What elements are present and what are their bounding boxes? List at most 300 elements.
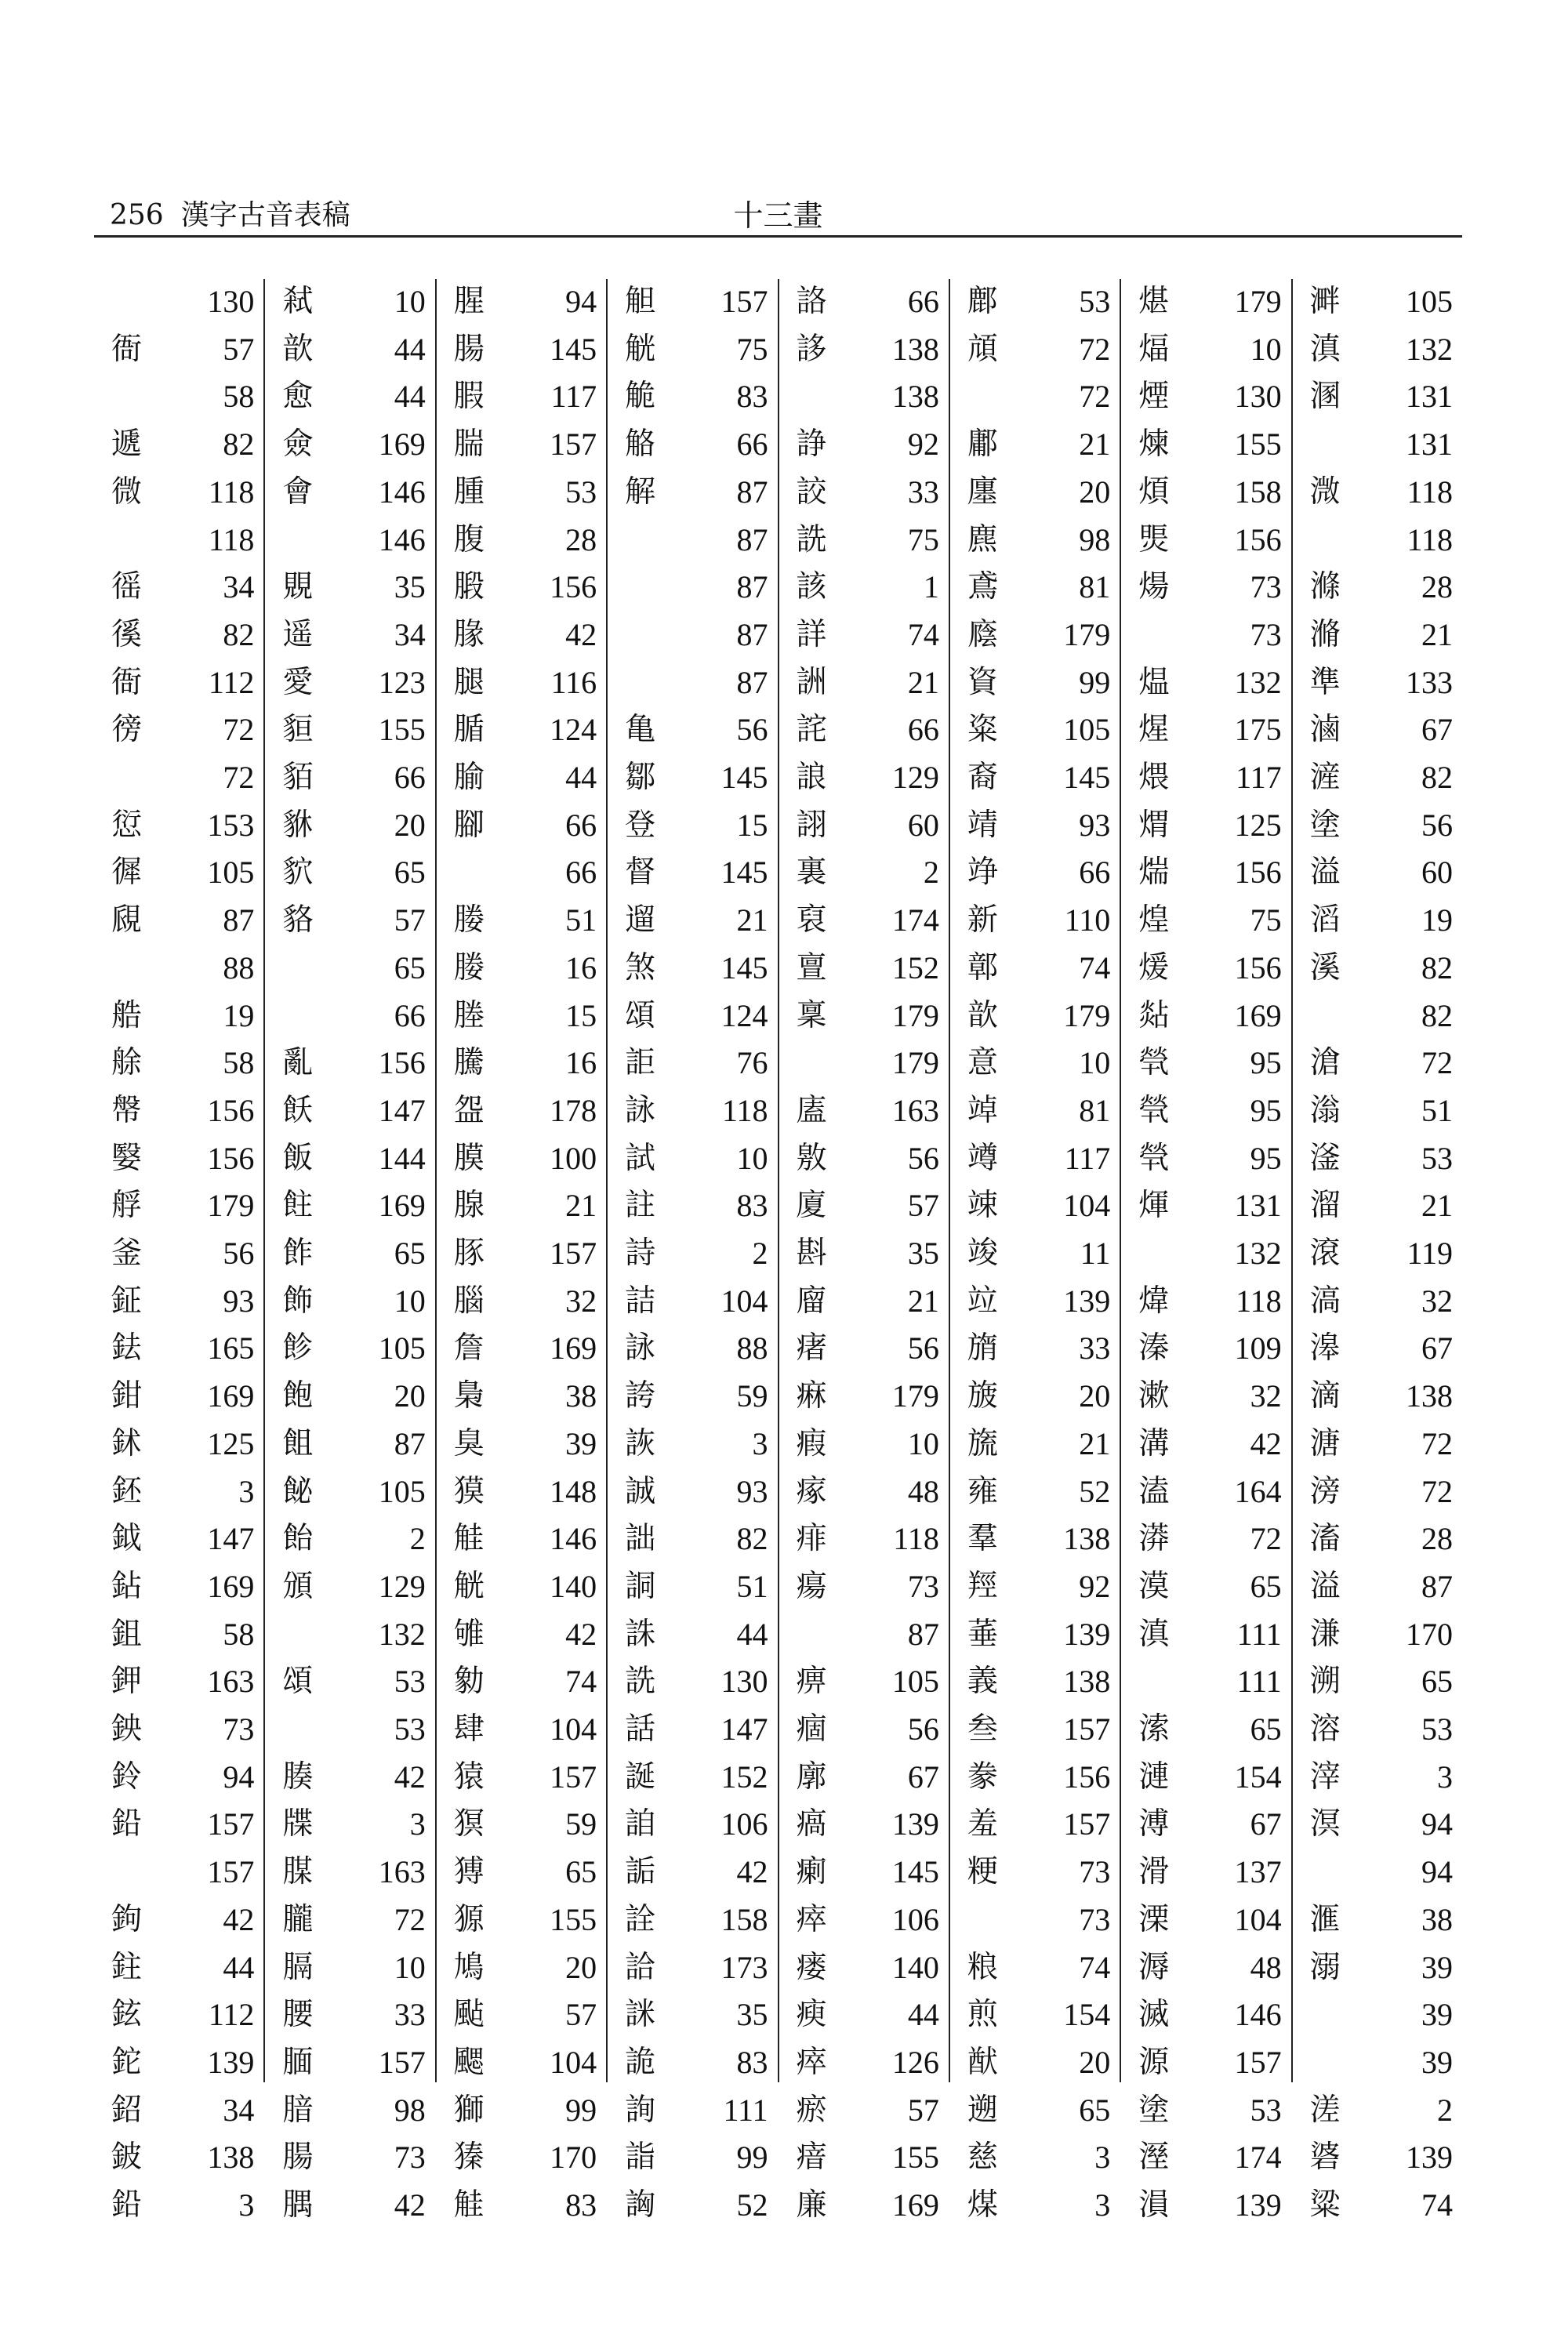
entry-character: 痹 — [796, 1664, 827, 1700]
index-entry — [1293, 850, 1462, 895]
entry-character: 誠 — [625, 1473, 656, 1509]
index-entry — [265, 850, 434, 895]
entry-character: 腸 — [282, 2140, 314, 2176]
entry-character: 溿 — [1309, 284, 1341, 319]
entry-page-number: 44 — [223, 1949, 255, 1985]
index-entry — [1121, 374, 1290, 419]
index-entry — [608, 1088, 777, 1134]
index-entry — [1293, 1183, 1462, 1229]
index-entry — [1293, 1755, 1462, 1800]
entry-page-number: 87 — [736, 569, 768, 605]
index-entry — [437, 1279, 606, 1324]
index-entry — [1293, 660, 1462, 706]
entry-page-number: 66 — [394, 997, 426, 1033]
entry-page-number: 28 — [1421, 569, 1453, 605]
entry-character: 猿 — [453, 1759, 485, 1795]
entry-character: 溷 — [1309, 379, 1341, 415]
index-entry — [94, 1326, 263, 1371]
entry-page-number: 138 — [1063, 1521, 1111, 1557]
index-entry — [1121, 946, 1290, 991]
entry-page-number: 20 — [565, 1949, 597, 1985]
entry-page-number: 72 — [394, 1901, 426, 1937]
entry-page-number: 130 — [1234, 379, 1282, 415]
entry-page-number: 58 — [223, 379, 255, 415]
index-entry — [94, 1040, 263, 1086]
index-column — [949, 279, 1120, 2223]
entry-character: 煢 — [1138, 1140, 1170, 1176]
entry-page-number: 72 — [223, 760, 255, 795]
entry-page-number: 165 — [207, 1330, 255, 1367]
entry-character: 腫 — [453, 474, 485, 510]
entry-page-number: 83 — [736, 2044, 768, 2080]
index-entry — [1121, 1897, 1290, 1943]
index-entry — [950, 1040, 1120, 1086]
index-entry — [608, 1279, 777, 1324]
index-entry — [950, 1231, 1120, 1276]
entry-character: 煁 — [1138, 284, 1170, 319]
index-entry — [1293, 1802, 1462, 1847]
entry-page-number: 94 — [223, 1759, 255, 1795]
entry-character: 溥 — [1138, 1806, 1170, 1842]
entry-character: 貅 — [282, 807, 314, 843]
entry-character: 溳 — [1138, 2187, 1170, 2223]
entry-page-number: 87 — [736, 616, 768, 652]
index-entry — [608, 1136, 777, 1181]
entry-page-number: 53 — [565, 474, 597, 510]
index-entry — [779, 1755, 949, 1800]
entry-page-number: 132 — [1234, 1236, 1282, 1271]
index-entry — [1293, 1040, 1462, 1086]
entry-page-number: 118 — [1236, 1283, 1282, 1319]
entry-page-number: 131 — [1406, 426, 1453, 463]
entry-page-number: 119 — [1406, 1236, 1453, 1271]
entry-character: 亶 — [796, 949, 827, 985]
index-entry — [265, 1469, 434, 1515]
index-entry — [94, 2183, 263, 2228]
entry-page-number: 93 — [223, 1283, 255, 1319]
entry-page-number: 56 — [736, 712, 768, 748]
entry-character: 滇 — [1138, 1616, 1170, 1652]
index-column — [778, 279, 949, 2223]
index-entry — [94, 1136, 263, 1181]
entry-character: 試 — [625, 1140, 656, 1176]
entry-character: 誏 — [796, 760, 827, 795]
entry-page-number: 99 — [565, 2092, 597, 2128]
index-entry — [608, 470, 777, 515]
index-entry — [437, 1136, 606, 1181]
index-entry — [950, 1897, 1120, 1943]
entry-page-number: 39 — [1421, 1997, 1453, 2033]
entry-character: 嫛 — [111, 1140, 143, 1176]
entry-character: 詘 — [625, 1521, 656, 1557]
entry-character: 瘖 — [796, 2140, 827, 2176]
entry-page-number: 131 — [1234, 1188, 1282, 1224]
entry-character: 瘏 — [796, 1330, 827, 1367]
entry-character: 詹 — [453, 1330, 485, 1367]
entry-character: 詰 — [625, 1283, 656, 1319]
entry-page-number: 2 — [923, 855, 939, 891]
entry-page-number: 10 — [394, 1283, 426, 1319]
entry-page-number: 44 — [907, 1997, 939, 2033]
entry-character: 鳶 — [967, 569, 998, 605]
index-entry — [779, 2183, 949, 2228]
entry-character: 溹 — [1138, 1711, 1170, 1747]
entry-page-number: 74 — [907, 616, 939, 652]
entry-page-number: 73 — [1250, 616, 1282, 652]
index-entry — [94, 517, 263, 563]
entry-character: 溯 — [1309, 1664, 1341, 1700]
entry-character: 煢 — [1138, 1045, 1170, 1081]
entry-character: 觤 — [625, 379, 656, 415]
index-entry — [1293, 279, 1462, 325]
entry-page-number: 10 — [394, 284, 426, 319]
index-entry — [779, 1326, 949, 1371]
entry-page-number: 39 — [1421, 2044, 1453, 2080]
index-entry — [1121, 898, 1290, 943]
entry-page-number: 65 — [1250, 1711, 1282, 1747]
entry-character: 竝 — [967, 1283, 998, 1319]
entry-page-number: 20 — [394, 807, 426, 843]
entry-character: 塍 — [453, 997, 485, 1033]
index-entry — [1293, 1088, 1462, 1134]
entry-page-number: 15 — [565, 997, 597, 1033]
entry-page-number: 99 — [736, 2140, 768, 2176]
entry-character: 猷 — [967, 2044, 998, 2080]
entry-character: 詯 — [625, 1806, 656, 1842]
index-entry — [265, 1802, 434, 1847]
entry-character: 塗 — [1309, 807, 1341, 843]
index-entry — [94, 1612, 263, 1657]
index-entry — [437, 850, 606, 895]
index-entry — [608, 2183, 777, 2228]
index-entry — [265, 1279, 434, 1324]
entry-character: 貁 — [282, 855, 314, 891]
entry-character: 飵 — [282, 1236, 314, 1271]
entry-character: 觛 — [625, 284, 656, 319]
entry-page-number: 145 — [1063, 760, 1111, 795]
index-entry — [1121, 1659, 1290, 1704]
entry-page-number: 56 — [907, 1711, 939, 1747]
entry-page-number: 169 — [207, 1568, 255, 1604]
index-entry — [1121, 517, 1290, 563]
entry-page-number: 82 — [223, 616, 255, 652]
entry-page-number: 117 — [1236, 760, 1282, 795]
entry-page-number: 88 — [223, 949, 255, 985]
entry-page-number: 39 — [1421, 1949, 1453, 1985]
index-entry — [94, 1516, 263, 1562]
entry-character: 廅 — [796, 1092, 827, 1128]
entry-page-number: 139 — [891, 1806, 939, 1842]
entry-page-number: 109 — [1234, 1330, 1282, 1367]
index-entry — [265, 2135, 434, 2180]
entry-character: 腦 — [453, 1283, 485, 1319]
entry-character: 溧 — [1138, 1901, 1170, 1937]
entry-page-number: 73 — [1250, 569, 1282, 605]
entry-page-number: 44 — [736, 1616, 768, 1652]
entry-page-number: 2 — [409, 1521, 426, 1557]
index-entry — [608, 1755, 777, 1800]
entry-character: 註 — [625, 1188, 656, 1224]
entry-character: 溘 — [1138, 1473, 1170, 1509]
entry-character: 鉛 — [111, 2187, 143, 2223]
entry-character: 誅 — [625, 1616, 656, 1652]
entry-character: 廇 — [796, 1283, 827, 1319]
index-entry — [1293, 1136, 1462, 1181]
index-entry — [94, 707, 263, 753]
index-entry — [1121, 2040, 1290, 2085]
entry-character: 豚 — [453, 1236, 485, 1271]
entry-character: 貆 — [282, 712, 314, 748]
index-entry — [265, 564, 434, 610]
entry-page-number: 42 — [223, 1901, 255, 1937]
index-entry — [94, 946, 263, 991]
entry-page-number: 132 — [1234, 664, 1282, 700]
entry-character: 痱 — [796, 1521, 827, 1557]
entry-character: 徬 — [111, 712, 143, 748]
index-entry — [1293, 1849, 1462, 1895]
index-entry — [265, 660, 434, 706]
entry-character: 觟 — [453, 2187, 485, 2223]
entry-page-number: 48 — [907, 1473, 939, 1509]
entry-page-number: 65 — [1250, 1568, 1282, 1604]
index-entry — [437, 1802, 606, 1847]
index-entry — [950, 850, 1120, 895]
entry-character: 詶 — [796, 664, 827, 700]
index-entry — [437, 374, 606, 419]
entry-page-number: 152 — [891, 949, 939, 985]
index-column — [1291, 279, 1462, 2223]
entry-character: 鉟 — [111, 1473, 143, 1509]
index-entry — [779, 1421, 949, 1467]
entry-page-number: 3 — [1094, 2140, 1111, 2176]
entry-page-number: 179 — [891, 1378, 939, 1414]
index-entry — [437, 946, 606, 991]
index-entry — [265, 1992, 434, 2038]
index-entry — [608, 1612, 777, 1657]
index-entry — [1293, 1564, 1462, 1610]
entry-character: 鉉 — [111, 1997, 143, 2033]
entry-page-number: 38 — [565, 1378, 597, 1414]
entry-character: 腸 — [453, 331, 485, 367]
entry-page-number: 106 — [720, 1806, 768, 1842]
entry-character: 詻 — [796, 284, 827, 319]
entry-page-number: 156 — [1234, 949, 1282, 985]
entry-character: 溝 — [1138, 1425, 1170, 1461]
entry-character: 煟 — [1138, 807, 1170, 843]
entry-character: 鉆 — [111, 1568, 143, 1604]
entry-page-number: 58 — [223, 1616, 255, 1652]
entry-page-number: 19 — [1421, 902, 1453, 938]
index-entry — [437, 1612, 606, 1657]
entry-character: 瘁 — [796, 1901, 827, 1937]
index-entry — [265, 1897, 434, 1943]
entry-character: 雊 — [453, 1616, 485, 1652]
entry-page-number: 83 — [736, 379, 768, 415]
entry-page-number: 42 — [736, 1854, 768, 1890]
entry-character: 遥 — [282, 616, 314, 652]
index-entry — [779, 1136, 949, 1181]
entry-page-number: 93 — [1079, 807, 1111, 843]
entry-character: 腼 — [282, 2044, 314, 2080]
entry-page-number: 66 — [907, 712, 939, 748]
index-entry — [1293, 327, 1462, 372]
entry-page-number: 35 — [907, 1236, 939, 1271]
entry-page-number: 66 — [907, 284, 939, 319]
index-entry — [950, 2088, 1120, 2133]
index-entry — [265, 327, 434, 372]
entry-character: 徭 — [111, 569, 143, 605]
index-entry — [608, 612, 777, 658]
index-entry — [950, 1564, 1120, 1610]
entry-character: 徯 — [111, 616, 143, 652]
entry-character: 滌 — [1309, 569, 1341, 605]
entry-character: 竴 — [967, 1140, 998, 1176]
index-entry — [1293, 1659, 1462, 1704]
entry-character: 滂 — [1309, 1473, 1341, 1509]
entry-character: 旓 — [967, 1330, 998, 1367]
index-entry — [608, 1374, 777, 1419]
entry-page-number: 139 — [1406, 2140, 1453, 2176]
entry-character: 飫 — [282, 1092, 314, 1128]
index-entry — [608, 898, 777, 943]
entry-page-number: 104 — [550, 1711, 597, 1747]
entry-page-number: 53 — [1421, 1140, 1453, 1176]
entry-character: 詼 — [625, 1425, 656, 1461]
entry-page-number: 66 — [1079, 855, 1111, 891]
entry-page-number: 157 — [550, 1236, 597, 1271]
entry-page-number: 53 — [394, 1711, 426, 1747]
index-entry — [950, 755, 1120, 800]
entry-page-number: 56 — [907, 1140, 939, 1176]
entry-page-number: 83 — [565, 2187, 597, 2223]
index-entry — [608, 1564, 777, 1610]
entry-character: 弒 — [282, 284, 314, 319]
entry-character: 飾 — [282, 1283, 314, 1319]
entry-character: 詵 — [625, 1664, 656, 1700]
index-entry — [608, 1897, 777, 1943]
entry-character: 梟 — [453, 1378, 485, 1414]
entry-character: 溠 — [1309, 2092, 1341, 2128]
index-entry — [1293, 1374, 1462, 1419]
entry-character: 腜 — [282, 1854, 314, 1890]
entry-character: 裏 — [796, 855, 827, 891]
entry-page-number: 73 — [907, 1568, 939, 1604]
entry-page-number: 72 — [1079, 331, 1111, 367]
index-entry — [94, 1707, 263, 1752]
entry-character: 詩 — [625, 1236, 656, 1271]
entry-page-number: 53 — [394, 1664, 426, 1700]
entry-page-number: 98 — [1079, 521, 1111, 557]
index-entry — [1293, 1707, 1462, 1752]
entry-page-number: 57 — [907, 2092, 939, 2128]
entry-page-number: 118 — [208, 474, 255, 510]
index-entry — [1293, 755, 1462, 800]
index-entry — [950, 1279, 1120, 1324]
entry-character: 膈 — [282, 1949, 314, 1985]
index-entry — [437, 1516, 606, 1562]
index-entry — [265, 517, 434, 563]
index-entry — [1121, 707, 1290, 753]
entry-page-number: 92 — [907, 426, 939, 463]
index-entry — [437, 1040, 606, 1086]
index-entry — [1121, 422, 1290, 467]
index-entry — [779, 374, 949, 419]
entry-character: 鉏 — [111, 1616, 143, 1652]
entry-page-number: 87 — [394, 1425, 426, 1461]
index-entry — [265, 946, 434, 991]
index-entry — [608, 1231, 777, 1276]
index-entry — [1121, 1231, 1290, 1276]
entry-page-number: 130 — [207, 284, 255, 319]
index-entry — [950, 1802, 1120, 1847]
index-entry — [437, 1088, 606, 1134]
index-entry — [1121, 1136, 1290, 1181]
entry-page-number: 169 — [1234, 997, 1282, 1033]
entry-page-number: 170 — [550, 2140, 597, 2176]
entry-page-number: 82 — [1421, 949, 1453, 985]
index-entry — [608, 279, 777, 325]
index-entry — [265, 1945, 434, 1991]
entry-page-number: 81 — [1079, 1092, 1111, 1128]
index-entry — [1293, 470, 1462, 515]
entry-page-number: 3 — [238, 1473, 255, 1509]
index-entry — [608, 517, 777, 563]
index-entry — [94, 1088, 263, 1134]
index-entry — [950, 1992, 1120, 2038]
entry-page-number: 1 — [923, 569, 939, 605]
entry-character: 滔 — [1309, 902, 1341, 938]
index-entry — [950, 1088, 1120, 1134]
index-entry — [950, 517, 1120, 563]
entry-page-number: 93 — [736, 1473, 768, 1509]
entry-page-number: 138 — [207, 2140, 255, 2176]
index-entry — [1121, 1040, 1290, 1086]
entry-character: 鉥 — [111, 1425, 143, 1461]
entry-page-number: 104 — [1234, 1901, 1282, 1937]
index-entry — [265, 755, 434, 800]
index-entry — [608, 374, 777, 419]
entry-character: 微 — [111, 474, 143, 510]
index-entry — [608, 803, 777, 848]
entry-character: 猽 — [453, 1806, 485, 1842]
index-entry — [437, 1755, 606, 1800]
entry-page-number: 105 — [378, 1473, 426, 1509]
entry-page-number: 48 — [1250, 1949, 1282, 1985]
index-entry — [950, 327, 1120, 372]
index-entry — [608, 993, 777, 1039]
entry-character: 溟 — [1309, 1806, 1341, 1842]
index-entry — [437, 2040, 606, 2085]
entry-character: 竫 — [967, 855, 998, 891]
index-entry — [779, 1897, 949, 1943]
entry-page-number: 175 — [1234, 712, 1282, 748]
entry-page-number: 81 — [1079, 569, 1111, 605]
entry-page-number: 105 — [891, 1664, 939, 1700]
index-entry — [779, 1516, 949, 1562]
index-entry — [1121, 1612, 1290, 1657]
entry-page-number: 67 — [1421, 712, 1453, 748]
index-entry — [779, 755, 949, 800]
entry-page-number: 117 — [550, 379, 597, 415]
entry-page-number: 133 — [1406, 664, 1453, 700]
entry-character: 漱 — [1138, 1378, 1170, 1414]
entry-page-number: 155 — [1234, 426, 1282, 463]
index-entry — [1121, 850, 1290, 895]
index-entry — [1121, 2135, 1290, 2180]
entry-page-number: 82 — [736, 1521, 768, 1557]
page-header — [94, 192, 1462, 239]
entry-character: 漭 — [1138, 1521, 1170, 1557]
